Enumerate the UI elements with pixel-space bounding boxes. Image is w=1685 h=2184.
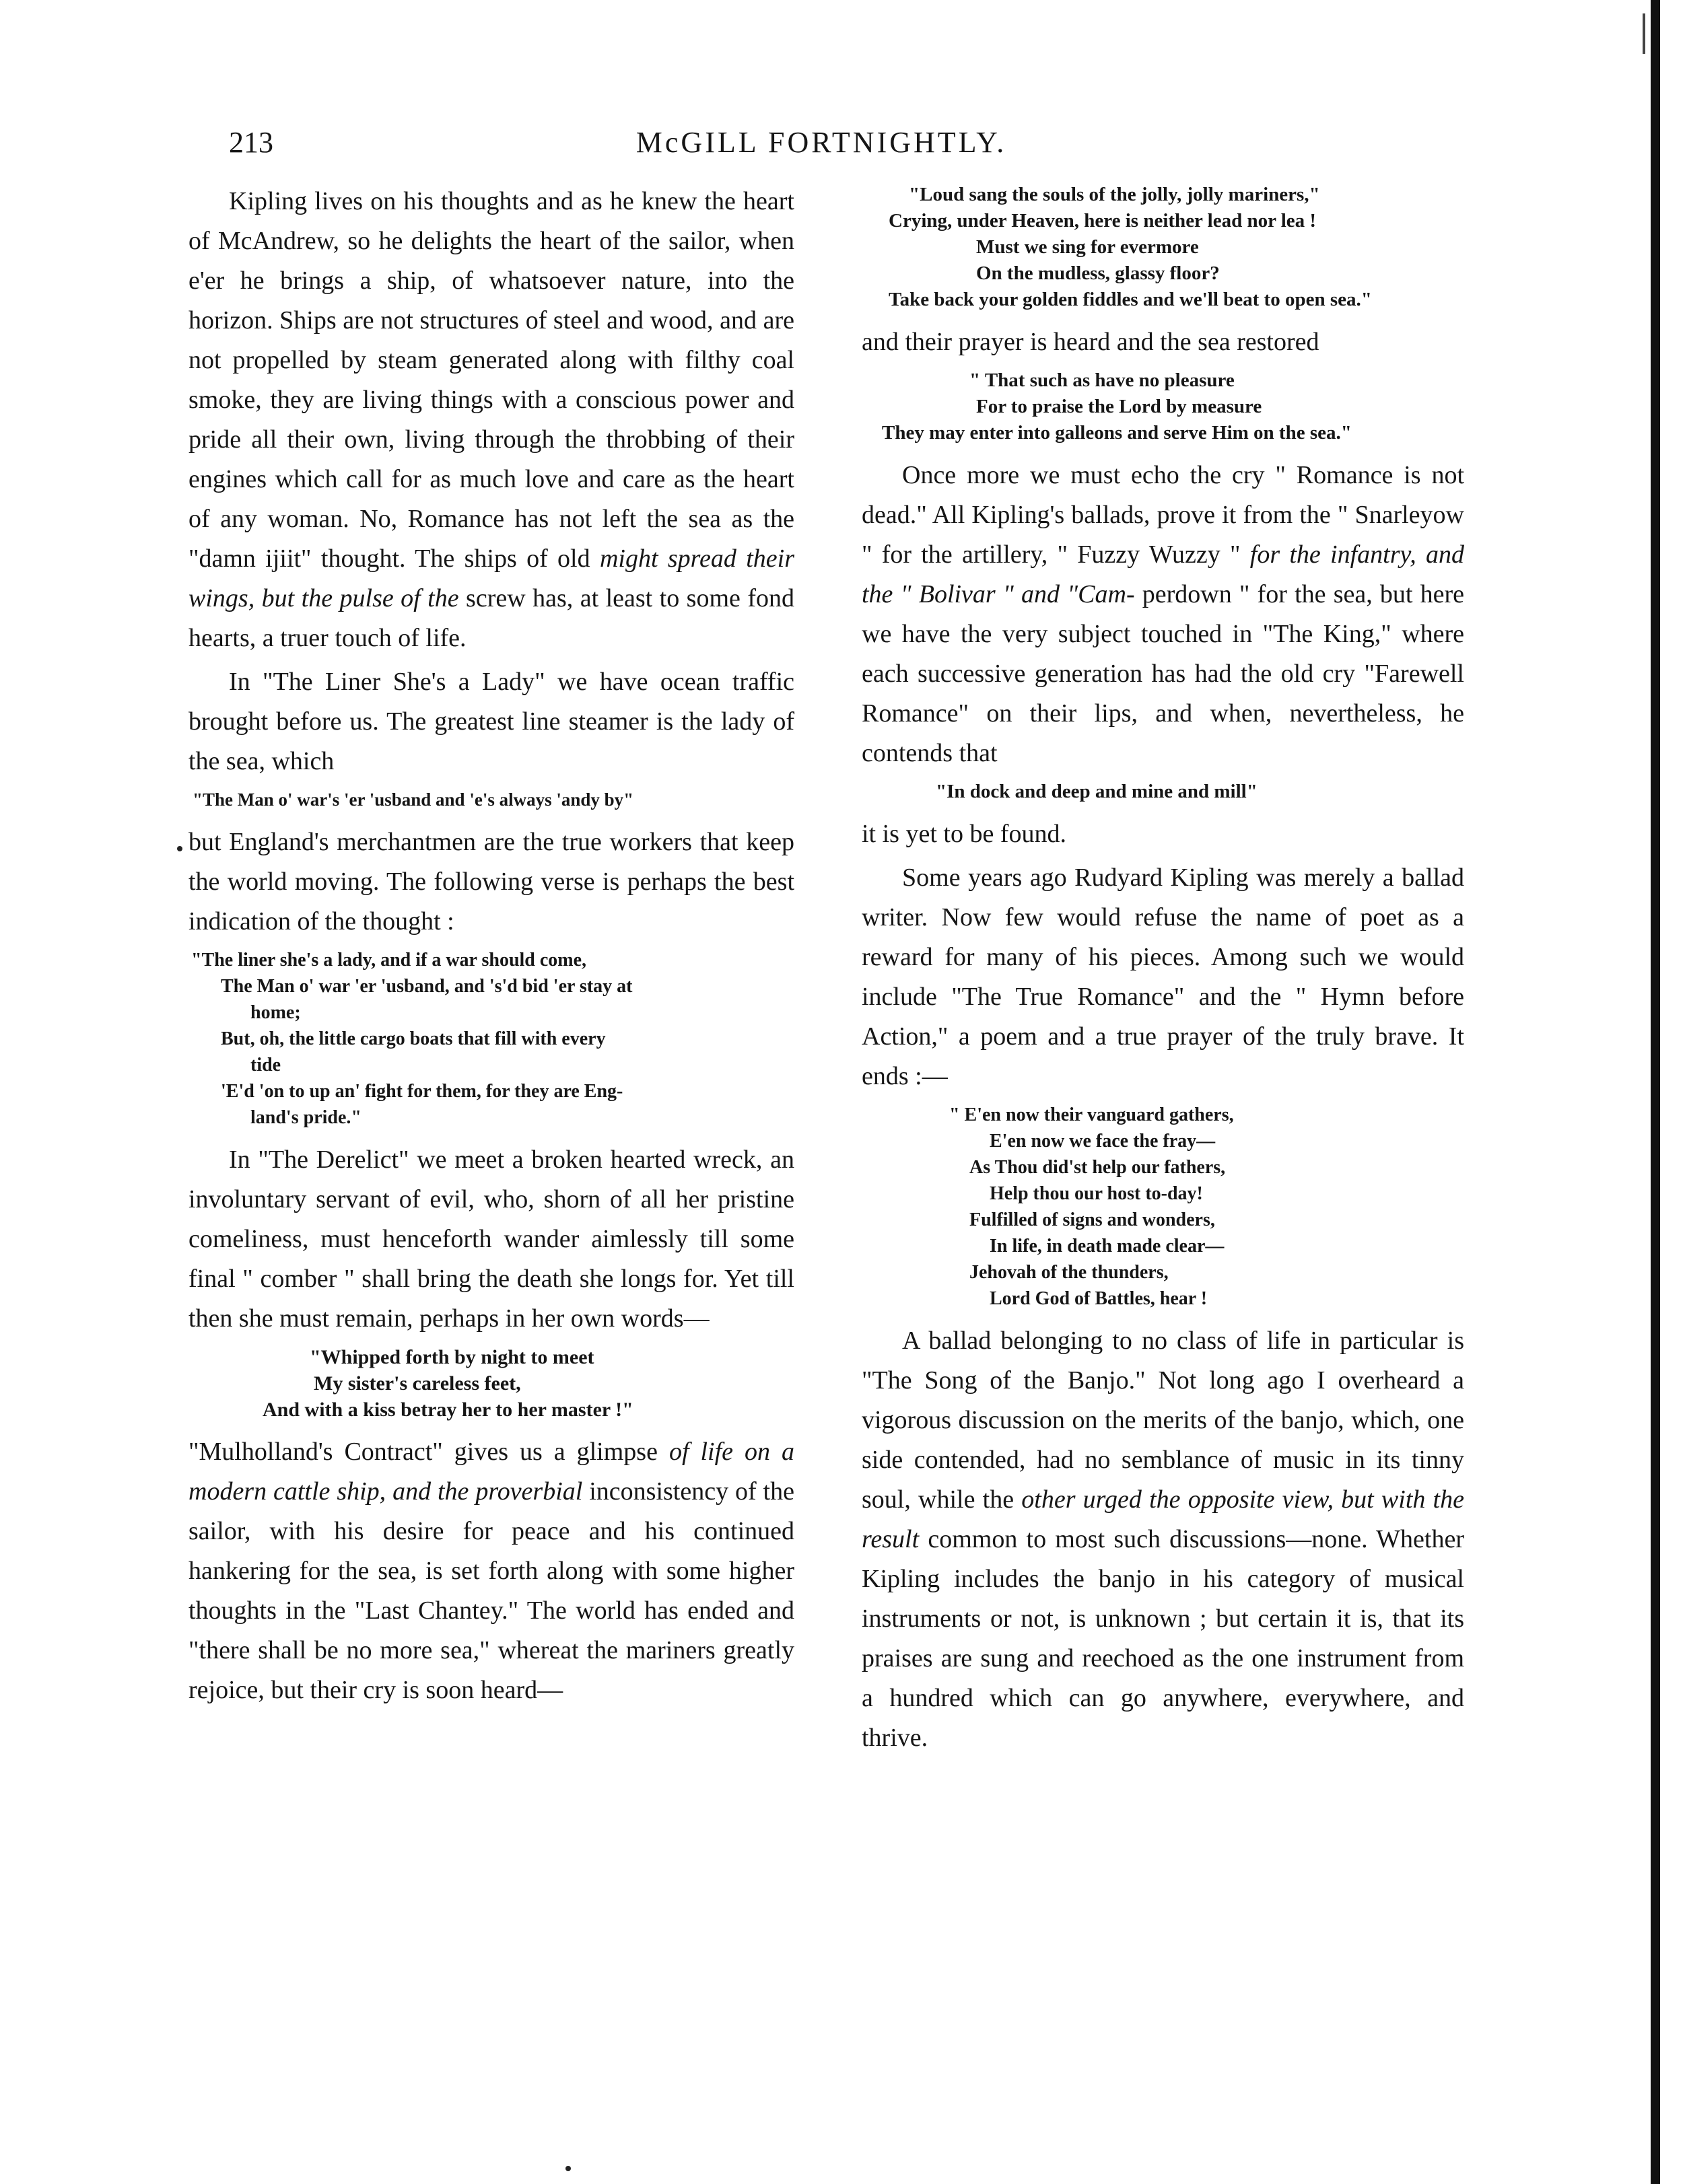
- verse-block: [862, 182, 1464, 313]
- verse-line: "The liner she's a lady, and if a war should come,: [191, 950, 587, 971]
- verse-block: [862, 1102, 1464, 1312]
- paragraph: In "The Derelict" we meet a broken hearted wreck, an involuntary servant of evil, who, shorn of all her pristine comeliness, must henceforth wander aimlessly till some final " comber " shall bring the death she longs for. Yet till then she must remain, perhaps in her own words—: [188, 1146, 794, 1333]
- verse-line: " E'en now their vanguard gathers,: [949, 1104, 1234, 1125]
- verse-line: On the mudless, glassy floor?: [976, 262, 1220, 284]
- paragraph: it is yet to be found.: [862, 820, 1066, 848]
- page-header: [188, 125, 1454, 166]
- stray-ink-mark: [565, 2166, 571, 2171]
- verse-line: "Loud sang the souls of the jolly, jolly mariners,": [909, 184, 1320, 205]
- quotation: "The Man o' war's 'er 'usband and 'e's always 'andy by": [193, 789, 634, 810]
- paragraph: In "The Liner She's a Lady" we have ocean traffic brought before us. The greatest line steamer is the lady of the sea, which: [188, 668, 794, 775]
- verse-block: [188, 1344, 794, 1423]
- journal-title: McGILL FORTNIGHTLY.: [635, 126, 1007, 159]
- scan-edge-bar: [1651, 0, 1660, 2184]
- verse-line: Lord God of Battles, hear !: [990, 1288, 1208, 1309]
- verse-line: E'en now we face the fray—: [990, 1131, 1216, 1152]
- verse-line: As Thou did'st help our fathers,: [969, 1157, 1226, 1178]
- verse-line: Take back your golden fiddles and we'll beat to open sea.": [889, 289, 1372, 310]
- verse-line: Jehovah of the thunders,: [969, 1262, 1169, 1283]
- paragraph: "Mulholland's Contract" gives us a glimpse of life on a modern cattle ship, and the proverbial inconsistency of the sailor, with his desire for peace and his continued hankering for the sea, is set forth along with some higher thoughts in the "Last Chantey." The world has ended and "there shall be no more sea," whereat the mariners greatly rejoice, but their cry is soon heard—: [188, 1438, 794, 1704]
- stray-ink-mark: [177, 846, 182, 851]
- verse-line: tide: [250, 1055, 281, 1076]
- verse-line: But, oh, the little cargo boats that fill with every: [221, 1028, 606, 1049]
- right-column: [862, 182, 1464, 1762]
- paragraph: Kipling lives on his thoughts and as he knew the heart of McAndrew, so he delights the heart of the sailor, when e'er he brings a ship, of whatsoever nature, into the horizon. Ships are not structures of steel and wood, and are not propelled by steam generated along with filthy coal smoke, they are living things with a conscious power and pride all their own, living through the throbbing of their engines which call for as much love and care as the heart of any woman. No, Romance has not left the sea as the "damn ijiit" thought. The ships of old might spread their wings, but the pulse of the screw has, at least to some fond hearts, a truer touch of life.: [188, 187, 795, 652]
- quotation: "In dock and deep and mine and mill": [936, 781, 1258, 802]
- verse-line: 'E'd 'on to up an' fight for them, for they are Eng-: [221, 1081, 623, 1102]
- verse-line: home;: [250, 1002, 301, 1023]
- verse-line: The Man o' war 'er 'usband, and 's'd bid 'er stay at: [221, 976, 633, 997]
- verse-line: "Whipped forth by night to meet: [310, 1346, 594, 1368]
- paragraph: Some years ago Rudyard Kipling was merely a ballad writer. Now few would refuse the name of poet as a reward for many of his pieces. Among such we would include "The True Romance" and the " Hymn before Action," a poem and a true prayer of the truly brave. It ends :—: [862, 864, 1464, 1090]
- paragraph: Once more we must echo the cry " Romance is not dead." All Kipling's ballads, prove it from the " Snarleyow " for the artillery, " Fuzzy Wuzzy " for the infantry, and the " Bolivar " and "Cam- perdown " for the sea, but here we have the very subject touched in "The King," where each successive generation has had the old cry "Farewell Romance" on their lips, and when, nevertheless, he contends that: [862, 461, 1465, 767]
- verse-line: " That such as have no pleasure: [969, 369, 1235, 391]
- scan-edge-mark: [1643, 13, 1645, 54]
- verse-line: For to praise the Lord by measure: [976, 396, 1262, 417]
- verse-line: In life, in death made clear—: [990, 1236, 1225, 1257]
- paragraph: and their prayer is heard and the sea restored: [862, 328, 1319, 356]
- verse-block: [862, 367, 1464, 446]
- verse-line: Fulfilled of signs and wonders,: [969, 1209, 1215, 1230]
- page-number: 213: [229, 126, 273, 159]
- verse-line: Must we sing for evermore: [976, 236, 1199, 258]
- verse-line: Crying, under Heaven, here is neither lead nor lea !: [889, 210, 1317, 232]
- paragraph: A ballad belonging to no class of life in particular is "The Song of the Banjo." Not long ago I overheard a vigorous discussion on the merits of the banjo, which, one side contended, had no semblance of music in its tinny soul, while the other urged the opposite view, but with the result common to most such discussions—none. Whether Kipling includes the banjo in his category of musical instruments or not, is unknown ; but certain it is, that its praises are sung and reechoed as the one instrument from a hundred which can go anywhere, everywhere, and thrive.: [862, 1327, 1464, 1752]
- verse-line: My sister's careless feet,: [314, 1372, 521, 1395]
- verse-line: land's pride.": [250, 1107, 362, 1128]
- verse-line: They may enter into galleons and serve Him on the sea.": [882, 422, 1352, 444]
- verse-line: And with a kiss betray her to her master !": [263, 1399, 633, 1421]
- verse-block: [191, 947, 794, 1131]
- left-column: [188, 182, 794, 1714]
- paragraph: but England's merchantmen are the true workers that keep the world moving. The following verse is perhaps the best indication of the thought :: [188, 828, 794, 936]
- verse-line: Help thou our host to-day!: [990, 1183, 1203, 1204]
